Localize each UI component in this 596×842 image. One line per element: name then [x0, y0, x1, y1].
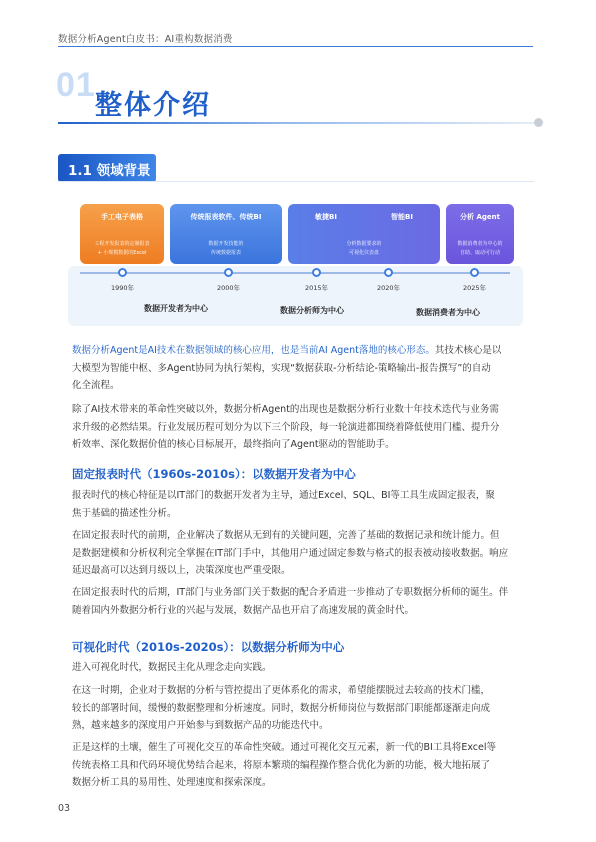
chapter-divider-dot — [534, 118, 543, 127]
section-badge: 1.1 领域背景 — [58, 154, 156, 182]
timeline-dot — [384, 268, 393, 277]
era2-heading: 可视化时代（2010s-2020s）：以数据分析师为中心 — [72, 640, 345, 654]
timeline-year: 1990年 — [111, 284, 135, 292]
card-desc-line: 分析数据要求的 — [346, 241, 382, 247]
timeline-year: 2020年 — [377, 284, 401, 292]
text-line — [72, 342, 536, 360]
text-line: 熟，越来越多的深度用户开始参与到数据产品的功能迭代中。 — [72, 720, 329, 731]
text-line: 在固定报表时代的后期，IT部门与业务部门关于数据的配合矛盾进一步推动了专职数据分析师的诞生。伴 — [72, 587, 509, 598]
timeline-figure — [58, 198, 534, 330]
text-line: 报表时代的核心特征是以IT部门的数据开发者为主导，通过Excel、SQL、BI等工具生成固定报表，聚 — [72, 490, 495, 501]
card-desc-line: 数据开发技能的 — [208, 241, 244, 247]
text-line: 正是这样的土壤，催生了可视化交互的革命性突破。通过可视化交互元素，新一代的BI工具将Excel等 — [72, 742, 496, 753]
timeline-card-spreadsheet — [80, 204, 164, 264]
timeline-card-traditional-bi — [170, 204, 282, 264]
card-title: 传统报表软件、传统BI — [190, 213, 262, 221]
chapter-divider — [58, 122, 534, 124]
era1-paragraph-2 — [72, 527, 536, 580]
timeline-dot — [312, 268, 321, 277]
text-line: 在固定报表时代的前期，企业解决了数据从无到有的关键问题，完善了基础的数据记录和统计能力。但 — [72, 530, 500, 541]
text-line: 化全流程。 — [72, 380, 120, 391]
era1-paragraph-1 — [72, 487, 536, 522]
body-text: 其技术核心是以 — [434, 345, 502, 356]
timeline-dot — [224, 268, 233, 277]
text-line: 数据分析工具的易用性、处理速度和探索深度。 — [72, 777, 272, 788]
intro-paragraph-1 — [72, 342, 536, 395]
text-line: 随着国内外数据分析行业的兴起与发展，数据产品也开启了高速发展的黄金时代。 — [72, 604, 415, 616]
text-line: 求升级的必然结果。行业发展历程可划分为以下三个阶段，每一轮演进都围绕着降低使用门槛、提升分 — [72, 421, 500, 433]
card-desc-line: 工程开发报表的定制报表 — [94, 241, 150, 247]
card-desc-line: 自助、取动可行动 — [459, 250, 500, 256]
timeline-card-agile-smart-bi — [288, 204, 440, 264]
section-divider — [58, 181, 534, 182]
header-title: 数据分析Agent白皮书：AI重构数据消费 — [58, 34, 233, 45]
era2-paragraph-1: 进入可视化时代，数据民主化从理念走向实践。 — [72, 662, 272, 673]
timeline-dot — [470, 268, 479, 277]
text-line: 除了AI技术带来的革命性突破以外，数据分析Agent的出现也是数据分析行业数十年技术迭代与业务需 — [72, 404, 499, 415]
card-title: 敏捷BI — [315, 213, 337, 221]
card-desc-line: 传统数据报表 — [210, 250, 241, 256]
timeline-era-label: 数据分析师为中心 — [280, 306, 344, 315]
chapter-title: 整体介绍 — [95, 90, 211, 121]
card-desc-line: + 小规模数据的Excel — [97, 250, 147, 256]
card-desc-line: 可视化仪表盘 — [348, 250, 379, 256]
intro-paragraph-2 — [72, 401, 536, 454]
chapter-number: 01 — [56, 66, 96, 104]
card-desc-line: 数据消费者为中心的 — [457, 241, 503, 247]
timeline-dot — [118, 268, 127, 277]
text-line: 传统表格工具和代码环境优势结合起来，将原本繁琐的编程操作整合优化为新的功能，极大地拓展了 — [72, 759, 491, 771]
era2-paragraph-3 — [72, 739, 536, 792]
text-line: 延迟最高可以达到月级以上，决策深度也严重受限。 — [72, 565, 291, 576]
timeline-era-label: 数据消费者为中心 — [416, 308, 480, 317]
timeline-axis — [80, 272, 510, 274]
text-line: 析效率、深化数据价值的核心目标展开，最终指向了Agent驱动的智能助手。 — [72, 439, 395, 450]
page-number: 03 — [58, 803, 71, 814]
timeline-year: 2015年 — [305, 284, 329, 292]
text-line: 焦于基础的描述性分析。 — [72, 507, 177, 519]
text-line: 大模型为智能中枢、多Agent协同为执行架构，实现“数据获取-分析结论-策略输出-报告撰写”的自动 — [72, 362, 491, 374]
timeline-year: 2025年 — [463, 284, 487, 292]
highlight-text: 数据分析Agent是AI技术在数据领域的核心应用，也是当前AI Agent落地的核心形态。 — [72, 345, 435, 356]
card-title: 分析 Agent — [460, 213, 500, 221]
text-line: 较长的部署时间，缓慢的数据整理和分析速度。同时，数据分析师岗位与数据部门职能都逐渐走向成 — [72, 702, 491, 714]
text-line: 在这一时期，企业对于数据的分析与管控提出了更体系化的需求，希望能摆脱过去较高的技术门槛， — [72, 685, 491, 696]
era1-heading: 固定报表时代（1960s-2010s）：以数据开发者为中心 — [72, 467, 356, 481]
card-title: 手工电子表格 — [101, 213, 143, 221]
timeline-era-label: 数据开发者为中心 — [144, 304, 208, 313]
timeline-year: 2000年 — [217, 284, 241, 292]
card-title: 智能BI — [391, 213, 413, 221]
era2-paragraph-2 — [72, 682, 536, 735]
header-divider — [58, 46, 533, 47]
era1-paragraph-3 — [72, 584, 536, 619]
timeline-card-agent — [446, 204, 514, 264]
text-line: 是数据建模和分析权利完全掌握在IT部门手中，其他用户通过固定参数与格式的报表被动接收数据。响应 — [72, 547, 509, 559]
